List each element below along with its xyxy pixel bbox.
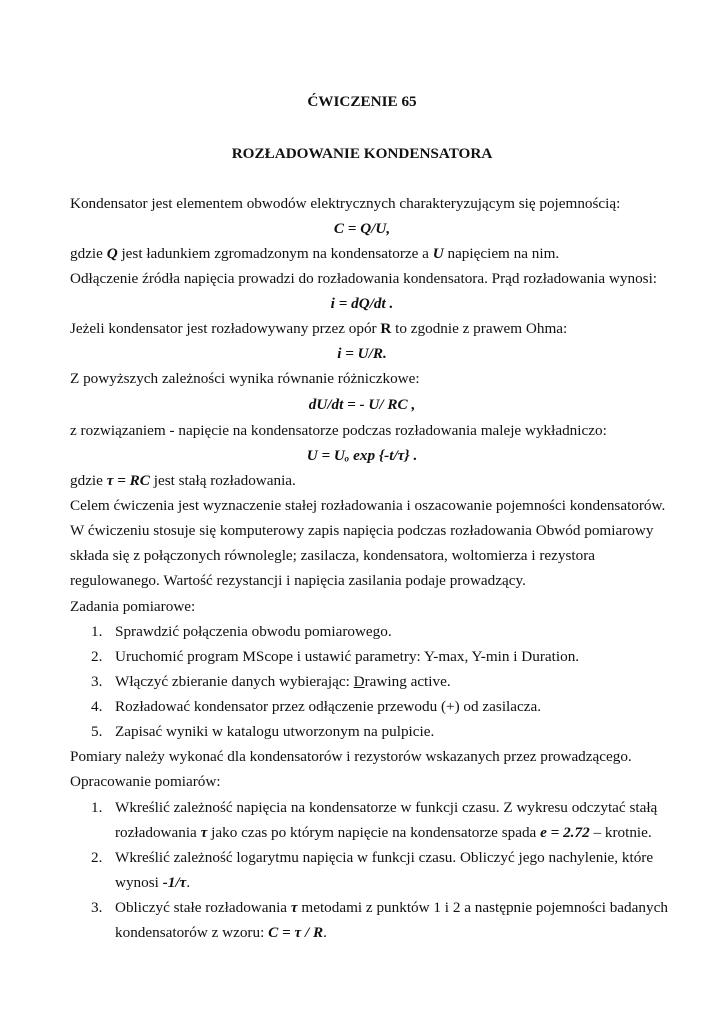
- exercise-heading: ĆWICZENIE 65: [307, 93, 417, 110]
- analysis-item-2-line-2: wynosi -1/τ.: [115, 874, 191, 891]
- analysis-item-3-line-1: Obliczyć stałe rozładowania τ metodami z punktów 1 i 2 a następnie pojemności badanych: [115, 899, 668, 916]
- analysis-item-1-line-1: Wkreślić zależność napięcia na kondensatorze w funkcji czasu. Z wykresu odczytać stałą: [115, 799, 658, 816]
- analysis-number: 1.: [91, 799, 103, 816]
- task-item: Rozładować kondensator przez odłączenie przewodu (+) od zasilacza.: [115, 698, 542, 715]
- purpose-line-1: Celem ćwiczenia jest wyznaczenie stałej rozładowania i oszacowanie pojemności kondensatorów.: [70, 497, 666, 514]
- purpose-line-4: regulowanego. Wartość rezystancji i napięcia zasilania podaje prowadzący.: [70, 572, 526, 589]
- task-number: 2.: [91, 648, 103, 665]
- tasks-heading: Zadania pomiarowe:: [70, 598, 196, 615]
- task-number: 4.: [91, 698, 103, 715]
- purpose-line-3: składa się z połączonych równolegle; zasilacza, kondensatora, woltomierza i rezystora: [70, 547, 596, 564]
- intro-line-5: Z powyższych zależności wynika równanie różniczkowe:: [70, 370, 420, 387]
- equation-solution: U = Uₒ exp {-t/τ} .: [306, 447, 418, 464]
- intro-line-3: Odłączenie źródła napięcia prowadzi do rozładowania kondensatora. Prąd rozładowania wynosi:: [70, 270, 658, 287]
- equation-capacitance: C = Q/U,: [333, 220, 391, 237]
- task-number: 5.: [91, 723, 103, 740]
- task-number: 3.: [91, 673, 103, 690]
- intro-line-2: gdzie Q jest ładunkiem zgromadzonym na kondensatorze a U napięciem na nim.: [70, 245, 560, 262]
- purpose-line-2: W ćwiczeniu stosuje się komputerowy zapis napięcia podczas rozładowania Obwód pomiarowy: [70, 522, 654, 539]
- equation-current: i = dQ/dt .: [330, 295, 394, 312]
- task-item: Sprawdzić połączenia obwodu pomiarowego.: [115, 623, 392, 640]
- document-title: ROZŁADOWANIE KONDENSATORA: [231, 145, 493, 162]
- analysis-item-2-line-1: Wkreślić zależność logarytmu napięcia w funkcji czasu. Obliczyć jego nachylenie, które: [115, 849, 654, 866]
- intro-line-1: Kondensator jest elementem obwodów elektrycznych charakteryzującym się pojemnością:: [70, 195, 621, 212]
- task-item: Uruchomić program MScope i ustawić parametry: Y-max, Y-min i Duration.: [115, 648, 580, 665]
- intro-line-6: z rozwiązaniem - napięcie na kondensatorze podczas rozładowania maleje wykładniczo:: [70, 422, 607, 439]
- equation-ohm: i = U/R.: [337, 345, 387, 362]
- analysis-number: 2.: [91, 849, 103, 866]
- note-line: Pomiary należy wykonać dla kondensatorów i rezystorów wskazanych przez prowadzącego.: [70, 748, 632, 765]
- intro-line-4: Jeżeli kondensator jest rozładowywany przez opór R to zgodnie z prawem Ohma:: [70, 320, 568, 337]
- task-number: 1.: [91, 623, 103, 640]
- analysis-item-1-line-2: rozładowania τ jako czas po którym napięcie na kondensatorze spada e = 2.72 – krotnie.: [115, 824, 652, 841]
- task-item: Włączyć zbieranie danych wybierając: Drawing active.: [115, 673, 451, 690]
- analysis-item-3-line-2: kondensatorów z wzoru: C = τ / R.: [115, 924, 327, 941]
- analysis-heading: Opracowanie pomiarów:: [70, 773, 221, 790]
- task-item: Zapisać wyniki w katalogu utworzonym na pulpicie.: [115, 723, 435, 740]
- analysis-number: 3.: [91, 899, 103, 916]
- equation-differential: dU/dt = - U/ RC ,: [308, 396, 416, 413]
- intro-line-7: gdzie τ = RC jest stałą rozładowania.: [70, 472, 296, 489]
